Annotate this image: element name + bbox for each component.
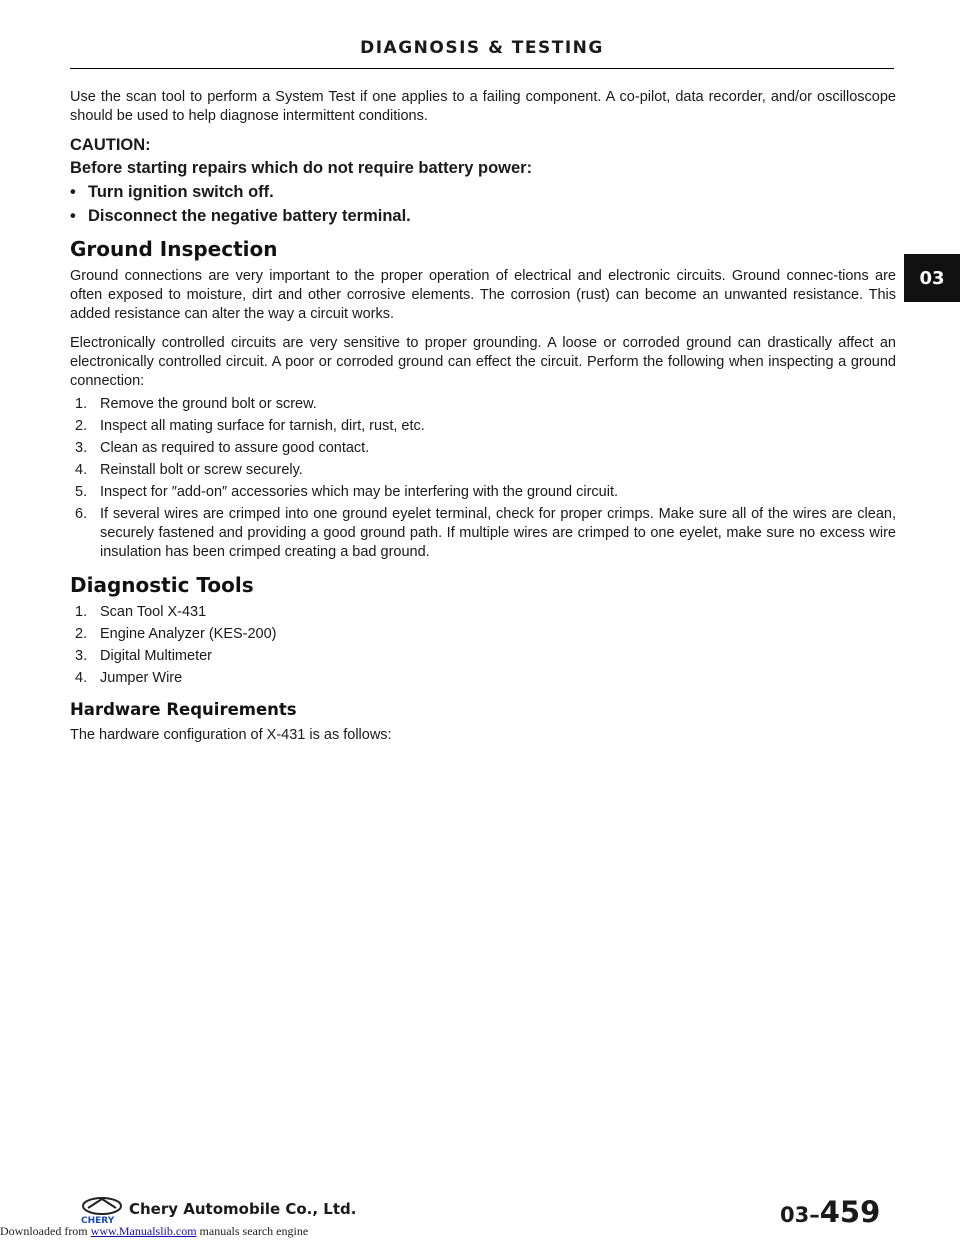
footer-company: Chery Automobile Co., Ltd. [129, 1200, 357, 1218]
tools-list [70, 603, 896, 688]
list-item: 4. Jumper Wire [75, 670, 183, 686]
bullet-icon: • [70, 183, 76, 201]
caution-line: Before starting repairs which do not require battery power: [70, 159, 533, 177]
list-item: 1. Scan Tool X-431 [75, 604, 207, 620]
ground-para-2: Electronically controlled circuits are very sensitive to proper grounding. A loose or corroded ground can drastically affect an electronically controlled circuit. A poor or corroded ground can effect the circuit. Perform the following when inspecting a ground connection: [70, 335, 896, 389]
download-note: Downloaded from www.Manualslib.com manuals search engine [0, 1224, 309, 1238]
list-item: 1. Remove the ground bolt or screw. [75, 396, 317, 412]
list-item: 4. Reinstall bolt or screw securely. [75, 462, 303, 478]
diagnostic-tools-heading: Diagnostic Tools [70, 573, 254, 597]
header-divider [70, 68, 894, 69]
caution-bullet: • Turn ignition switch off. [70, 183, 274, 201]
bullet-icon: • [70, 207, 76, 225]
caution-title: CAUTION: [70, 136, 151, 154]
ground-inspection-heading: Ground Inspection [70, 237, 278, 261]
page-number-value: 459 [819, 1195, 881, 1229]
intro-paragraph: Use the scan tool to perform a System Test if one applies to a failing component. A co-pilot, data recorder, and/or oscilloscope should be used to help diagnose intermittent conditions. [70, 89, 896, 124]
page-number [780, 1195, 880, 1229]
list-item: 6. If several wires are crimped into one ground eyelet terminal, check for proper crimps. Make sure all of the wires are clean, securely fastened and providing a good ground path. If multiple wires are crimped to one eyelet, make sure no excess wire insulation has been crimped creating a bad ground. [75, 506, 896, 560]
section-number: 03– [780, 1203, 820, 1227]
page-header-title: DIAGNOSIS & TESTING [360, 38, 604, 58]
caution-bullets [70, 183, 896, 226]
hardware-heading: Hardware Requirements [70, 700, 297, 719]
list-item: 2. Engine Analyzer (KES-200) [75, 626, 277, 642]
section-tab: 03 [904, 254, 960, 302]
ground-steps-list [70, 395, 896, 562]
caution-bullet: • Disconnect the negative battery terminal. [70, 207, 411, 225]
list-item: 2. Inspect all mating surface for tarnish, dirt, rust, etc. [75, 418, 425, 434]
logo-text: CHERY [81, 1216, 115, 1224]
manualslib-link[interactable]: www.Manualslib.com [90, 1224, 197, 1238]
list-item: 3. Digital Multimeter [75, 648, 212, 664]
ground-para-1: Ground connections are very important to the proper operation of electrical and electronic circuits. Ground connec-tions are often exposed to moisture, dirt and other corrosive elements. The corrosion (rust) can become an unwanted resistance. This added resistance can alter the way a circuit works. [70, 268, 896, 322]
list-item: 5. Inspect for ″add-on″ accessories which may be interfering with the ground circuit. [75, 484, 619, 500]
list-item: 3. Clean as required to assure good contact. [75, 440, 370, 456]
hardware-text: The hardware configuration of X-431 is as follows: [70, 727, 392, 743]
page-content [70, 88, 896, 755]
